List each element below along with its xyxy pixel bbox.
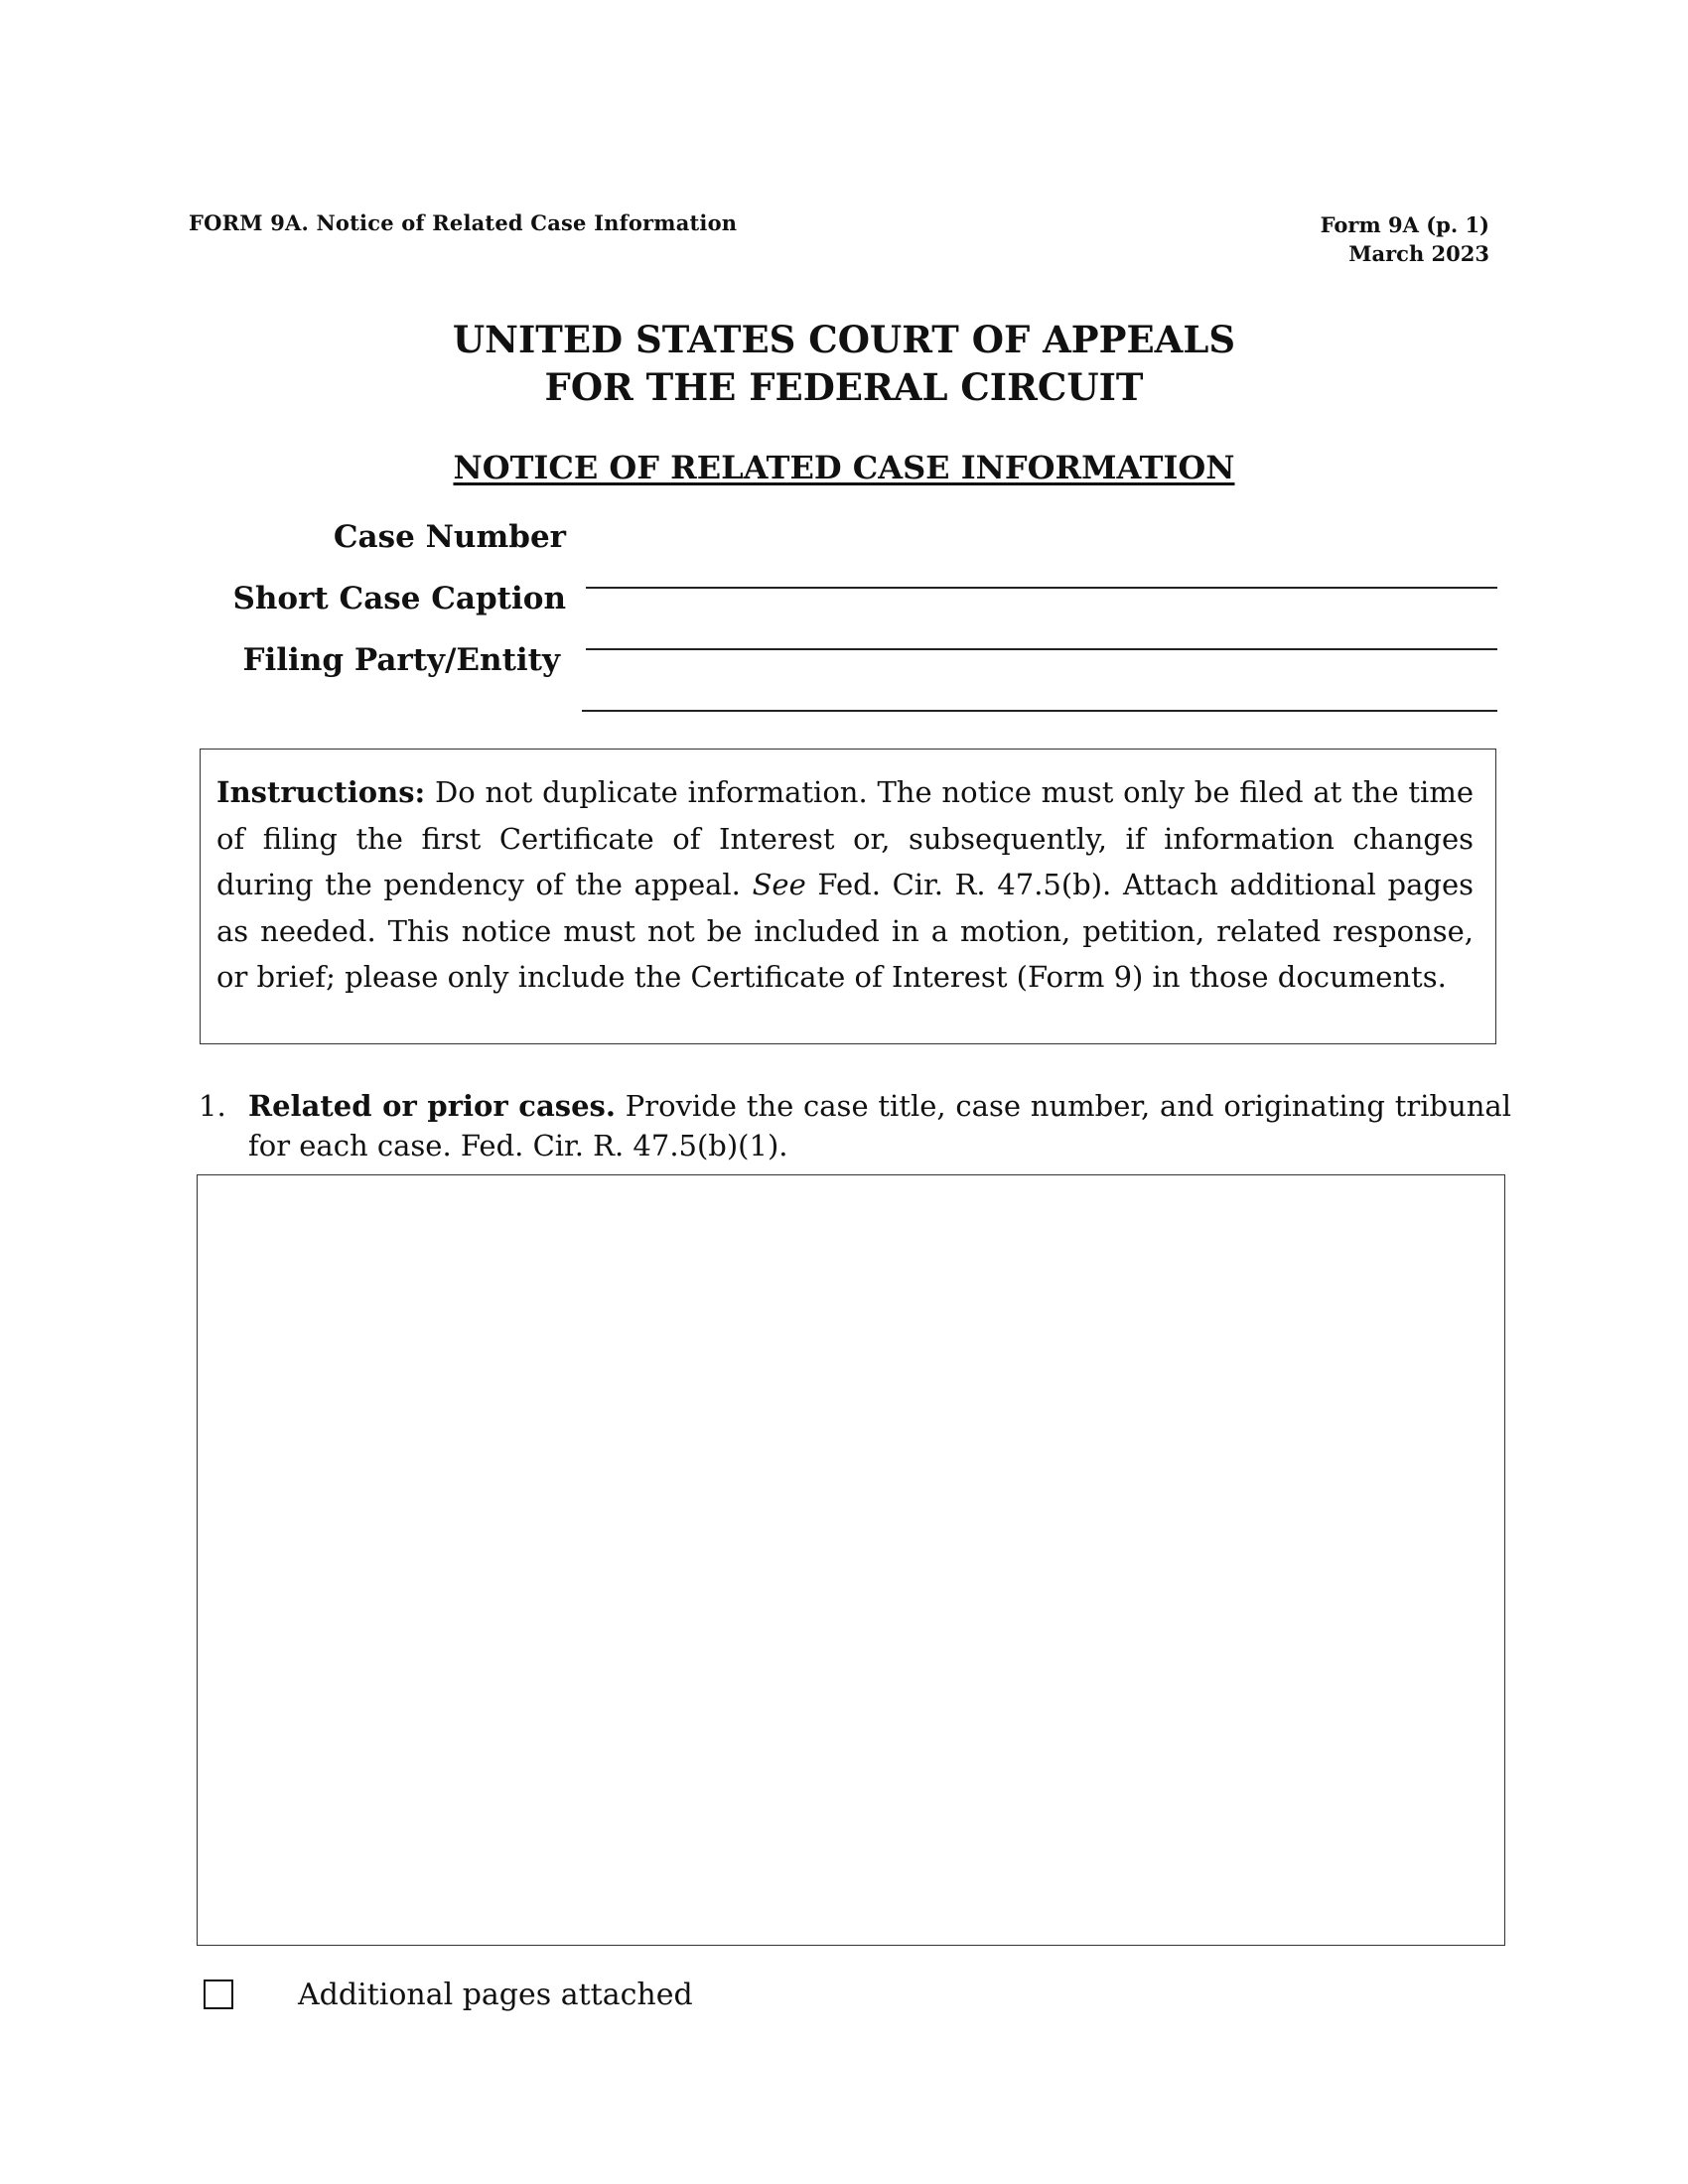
question-1-body [248,1086,1511,1165]
question-1 [199,1086,1511,1165]
form-page-info [1321,210,1489,268]
question-1-number: 1. [199,1089,226,1123]
court-title-line2: FOR THE FEDERAL CIRCUIT [544,365,1144,409]
court-title [0,316,1688,411]
notice-title: NOTICE OF RELATED CASE INFORMATION [453,449,1235,486]
case-number-row [0,519,1688,569]
instructions-heading: Instructions: [216,775,426,809]
question-1-heading: Related or prior cases. [248,1089,616,1123]
form-page-number: Form 9A (p. 1) [1320,212,1489,237]
instructions-text-1: Do not duplicate information. The notice must only be filed at the time of filing the first Certificate of Interest or, subsequently, if information changes during the pendency of the appeal. [216,775,1474,901]
additional-pages-checkbox[interactable] [204,1979,233,2009]
related-cases-textarea[interactable] [197,1174,1505,1946]
filing-party-label: Filing Party/Entity [242,642,560,678]
case-number-label: Case Number [333,519,566,555]
form-name: FORM 9A. Notice of Related Case Information [189,210,738,235]
question-1-text: Provide the case title, case number, and originating tribunal for each case. Fed. Cir. R. 47.5(b)(1). [248,1089,1511,1162]
short-case-caption-label: Short Case Caption [232,581,566,616]
filing-party-input[interactable] [582,686,1497,712]
court-title-line1: UNITED STATES COURT OF APPEALS [452,318,1236,361]
short-case-caption-row [0,581,1688,630]
instructions-text-2: Fed. Cir. R. 47.5(b). Attach additional pages as needed. This notice must not be included in a motion, petition, related response, or brief; please only include the Certificate of Interest (Form 9) in those documents. [216,868,1474,994]
filing-party-row [0,642,1688,692]
form-date: March 2023 [1348,241,1489,266]
additional-pages-label: Additional pages attached [298,1978,693,2012]
instructions-box [200,749,1496,1044]
instructions-see: See [752,868,806,901]
